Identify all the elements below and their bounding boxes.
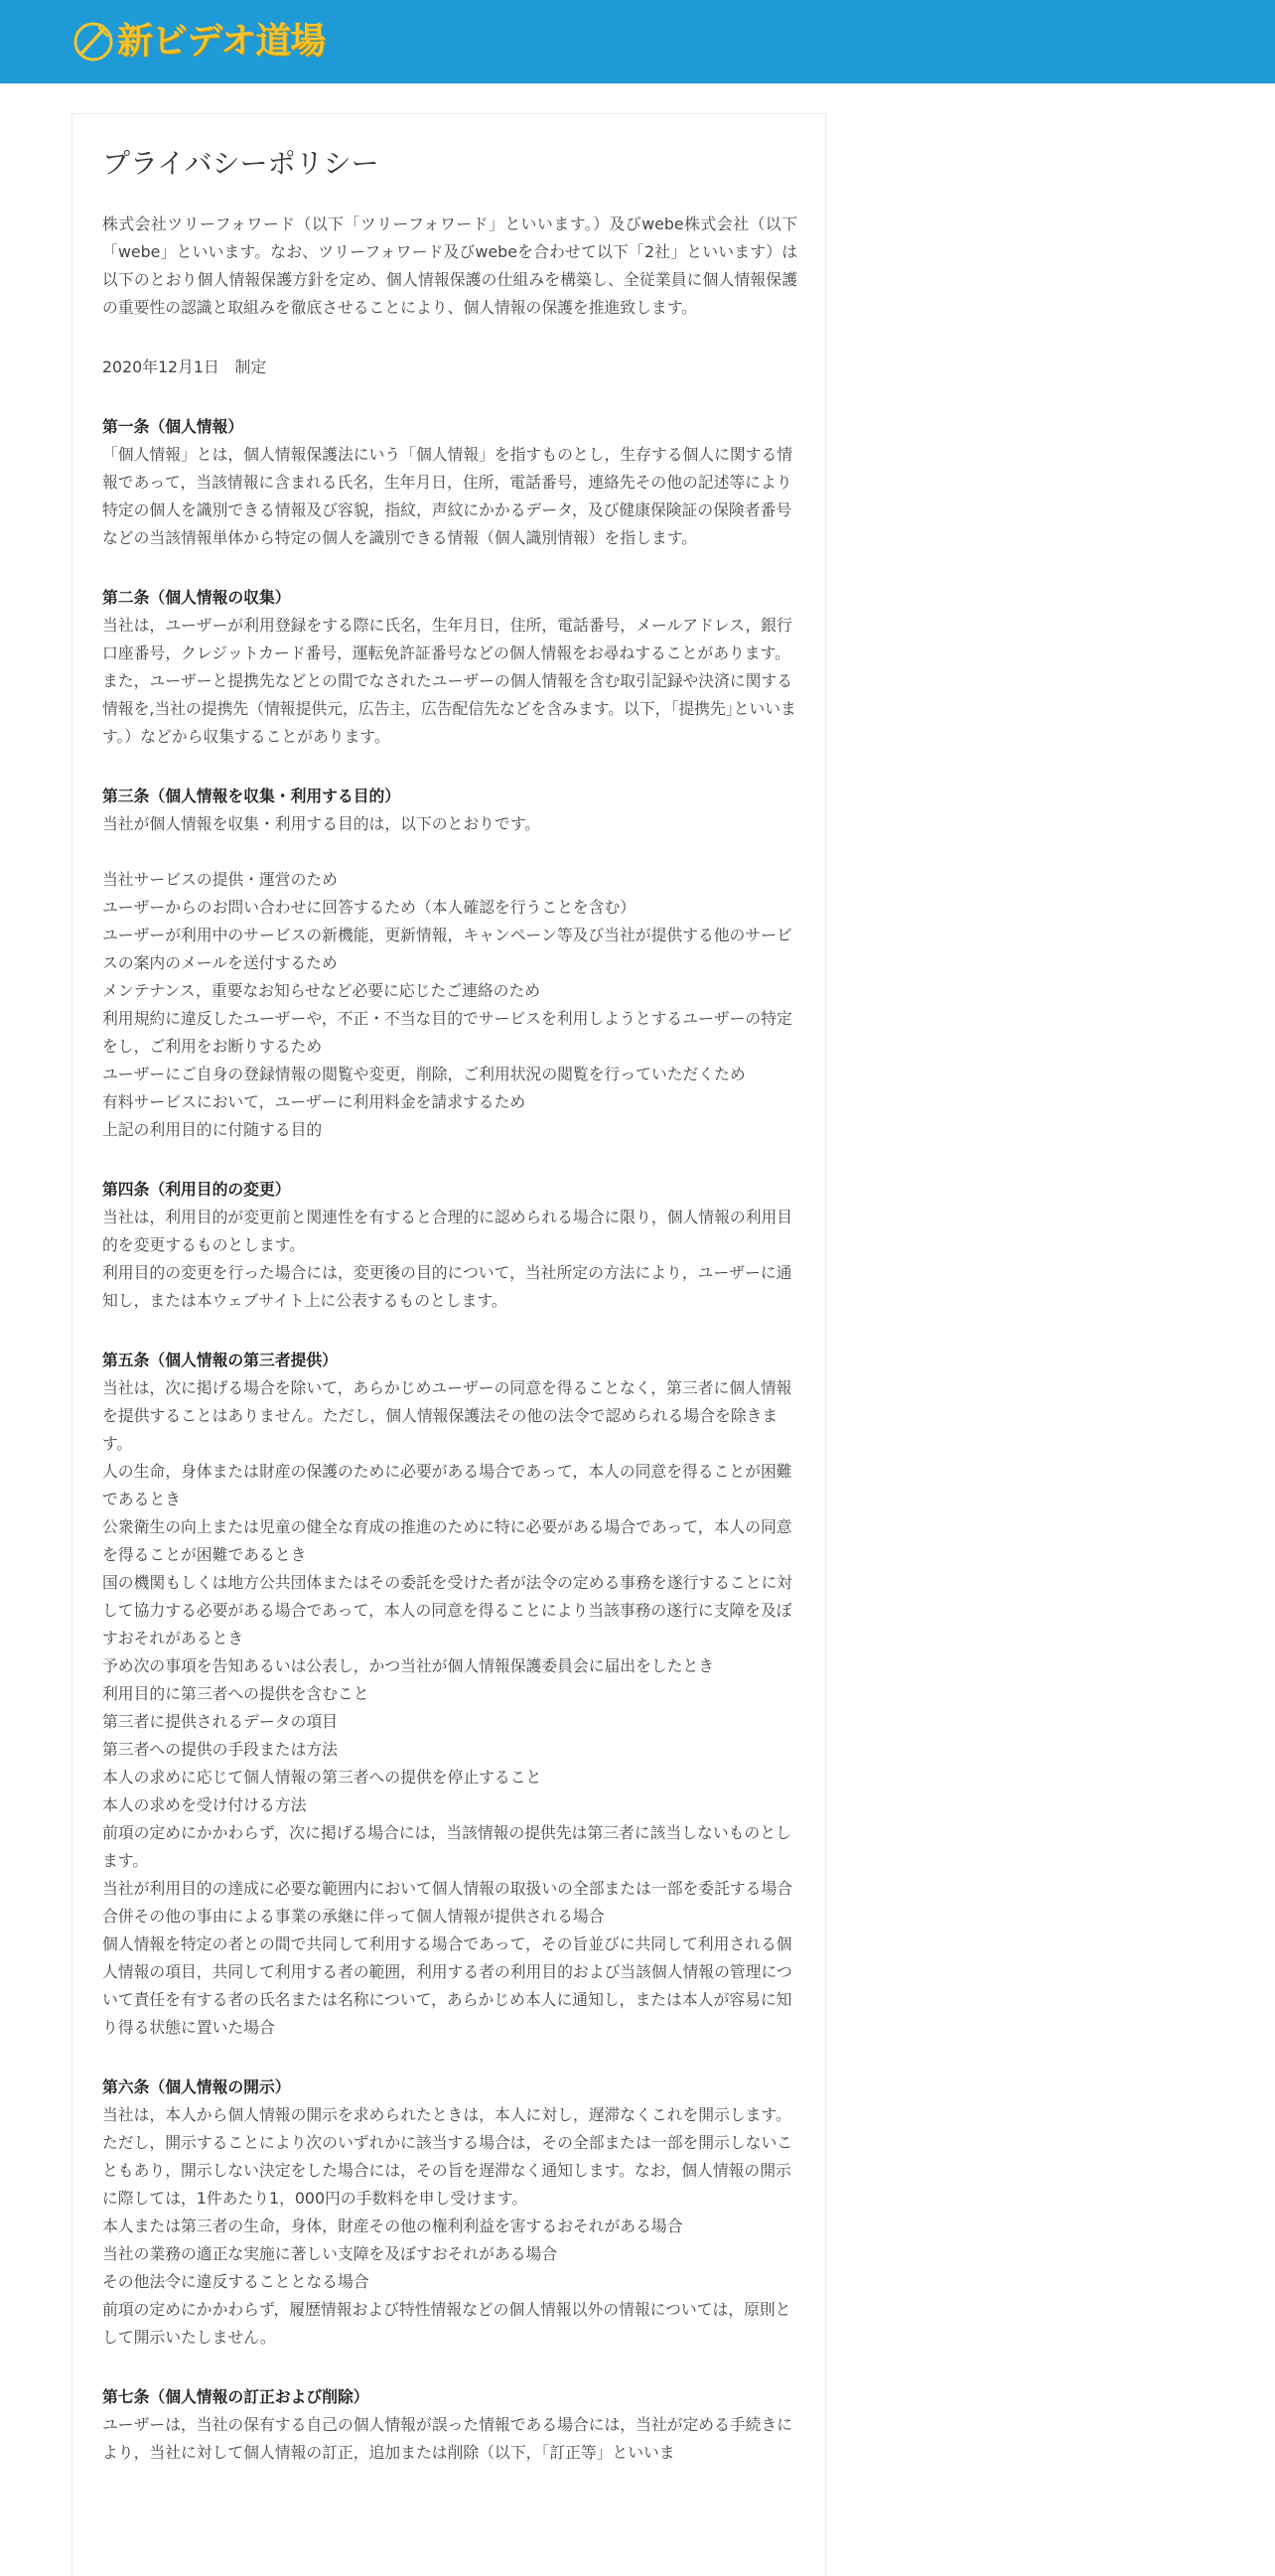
section-text: ユーザーは，当社の保有する自己の個人情報が誤った情報である場合には，当社が定める手続きにより，当社に対して個人情報の訂正，追加または削除（以下，「訂正等」といいま — [102, 2415, 793, 2462]
section-text: 前項の定めにかかわらず，履歴情報および特性情報などの個人情報以外の情報については，原則として開示いたしません。 — [102, 2300, 791, 2347]
list-item: 利用規約に違反したユーザーや，不正・不当な目的でサービスを利用しようとするユーザーの特定をし，ご利用をお断りするため — [102, 1009, 792, 1056]
section-text: 「個人情報」とは，個人情報保護法にいう「個人情報」を指すものとし，生存する個人に関する情報であって，当該情報に含まれる氏名，生年月日，住所，電話番号，連絡先その他の記述等により特定の個人を識別できる情報及び容貌，指紋，声紋にかかるデータ，及び健康保険証の保険者番号などの当該情報単体から特定の個人を識別できる情報（個人識別情報）を指します。 — [102, 445, 793, 547]
section-title: 第一条（個人情報） — [102, 417, 244, 436]
section-text: 合併その他の事由による事業の承継に伴って個人情報が提供される場合 — [102, 1907, 605, 1926]
logo-text: 新ビデオ道場 — [117, 21, 326, 62]
section-text: 利用目的に第三者への提供を含むこと — [102, 1684, 369, 1703]
section-text: 当社が個人情報を収集・利用する目的は，以下のとおりです。 — [102, 814, 541, 833]
section-text: 当社が利用目的の達成に必要な範囲内において個人情報の取扱いの全部または一部を委託する場合 — [102, 1879, 793, 1898]
list-item: メンテナンス，重要なお知らせなど必要に応じたご連絡のため — [102, 981, 541, 1000]
section-text: 第三者に提供されるデータの項目 — [102, 1712, 338, 1731]
list-item: 有料サービスにおいて，ユーザーに利用料金を請求するため — [102, 1092, 526, 1111]
section-text: 予め次の事項を告知あるいは公表し，かつ当社が個人情報保護委員会に届出をしたとき — [102, 1656, 715, 1675]
policy-section — [102, 1176, 797, 1315]
section-text: 人の生命，身体または財産の保護のために必要がある場合であって，本人の同意を得ることが困難であるとき — [102, 1462, 792, 1508]
section-text: 本人の求めに応じて個人情報の第三者への提供を停止すること — [102, 1768, 542, 1787]
section-text: 当社は，利用目的が変更前と関連性を有すると合理的に認められる場合に限り，個人情報の利用目的を変更するものとします。 — [102, 1208, 793, 1254]
pen-circle-icon — [71, 20, 115, 64]
policy-section — [102, 413, 797, 552]
site-logo[interactable] — [71, 18, 325, 66]
section-text: 国の機関もしくは地方公共団体またはその委託を受けた者が法令の定める事務を遂行することに対して協力する必要がある場合であって，本人の同意を得ることにより当該事務の遂行に支障を及ぼすおそれがあるとき — [102, 1573, 793, 1647]
policy-section — [102, 783, 797, 1144]
section-text: 本人の求めを受け付ける方法 — [102, 1795, 307, 1814]
policy-section — [102, 584, 797, 751]
section-text: 当社は，次に掲げる場合を除いて，あらかじめユーザーの同意を得ることなく，第三者に個人情報を提供することはありません。ただし，個人情報保護法その他の法令で認められる場合を除きます。 — [102, 1378, 792, 1453]
policy-section — [102, 2074, 797, 2352]
intro-paragraph: 株式会社ツリーフォワード（以下「ツリーフォワード」といいます。）及びwebe株式会社（以下「webe」といいます。なお、ツリーフォワード及びwebeを合わせて以下「2社」といいます）は以下のとおり個人情報保護方針を定め、個人情報保護の仕組みを構築し、全従業員に個人情報保護の重要性の認識と取組みを徹底させることにより、個人情報の保護を推進致します。 — [102, 215, 797, 317]
policy-sections — [102, 413, 797, 2467]
policy-content — [102, 144, 797, 2467]
section-text: 公衆衛生の向上または児童の健全な育成の推進のために特に必要がある場合であって，本人の同意を得ることが困難であるとき — [102, 1517, 792, 1564]
section-title: 第五条（個人情報の第三者提供） — [102, 1351, 338, 1369]
policy-section — [102, 1347, 797, 2042]
list-item: ユーザーからのお問い合わせに回答するため（本人確認を行うことを含む） — [102, 898, 637, 917]
list-item: ユーザーにご自身の登録情報の閲覧や変更，削除，ご利用状況の閲覧を行っていただくため — [102, 1065, 746, 1083]
list-item: 当社サービスの提供・運営のため — [102, 870, 338, 889]
section-title: 第六条（個人情報の開示） — [102, 2077, 291, 2096]
policy-card — [71, 113, 826, 2576]
section-text: 前項の定めにかかわらず，次に掲げる場合には，当該情報の提供先は第三者に該当しないものとします。 — [102, 1823, 791, 1870]
section-title: 第四条（利用目的の変更） — [102, 1180, 291, 1199]
page-title: プライバシーポリシー — [102, 147, 379, 180]
section-title: 第三条（個人情報を収集・利用する目的） — [102, 787, 401, 805]
established-date: 2020年12月1日 制定 — [102, 358, 267, 376]
list-item: ユーザーが利用中のサービスの新機能，更新情報，キャンペーン等及び当社が提供する他のサービスの案内のメールを送付するため — [102, 926, 792, 972]
section-text: 当社の業務の適正な実施に著しい支障を及ぼすおそれがある場合 — [102, 2244, 558, 2263]
list-item: 上記の利用目的に付随する目的 — [102, 1120, 323, 1139]
section-text: その他法令に違反することとなる場合 — [102, 2272, 369, 2291]
policy-section — [102, 2383, 797, 2467]
policy-body — [102, 211, 797, 2467]
section-text: 個人情報を特定の者との間で共同して利用する場合であって，その旨並びに共同して利用される個人情報の項目，共同して利用する者の範囲，利用する者の利用目的および当該個人情報の管理について責任を有する者の氏名または名称について，あらかじめ本人に通知し，または本人が容易に知り得る状態に置いた場合 — [102, 1934, 792, 2037]
section-text: 第三者への提供の手段または方法 — [102, 1740, 338, 1759]
section-text: 当社は，本人から個人情報の開示を求められたときは，本人に対し，遅滞なくこれを開示します。ただし，開示することにより次のいずれかに該当する場合は，その全部または一部を開示しないこともあり，開示しない決定をした場合には，その旨を遅滞なく通知します。なお，個人情報の開示に際しては，1件あたり1，000円の手数料を申し受けます。 — [102, 2105, 793, 2208]
section-text: 当社は，ユーザーが利用登録をする際に氏名，生年月日，住所，電話番号，メールアドレス，銀行口座番号，クレジットカード番号，運転免許証番号などの個人情報をお尋ねすることがあります。また，ユーザーと提携先などとの間でなされたユーザーの個人情報を含む取引記録や決済に関する情報を,当社の提携先（情報提供元，広告主，広告配信先などを含みます。以下，｢提携先｣といいます。）などから収集することがあります。 — [102, 616, 796, 746]
section-text: 本人または第三者の生命，身体，財産その他の権利利益を害するおそれがある場合 — [102, 2217, 683, 2235]
section-title: 第七条（個人情報の訂正および削除） — [102, 2387, 369, 2406]
section-text: 利用目的の変更を行った場合には，変更後の目的について，当社所定の方法により，ユーザーに通知し，または本ウェブサイト上に公表するものとします。 — [102, 1263, 792, 1310]
site-header — [0, 0, 1275, 83]
section-title: 第二条（個人情報の収集） — [102, 588, 291, 607]
